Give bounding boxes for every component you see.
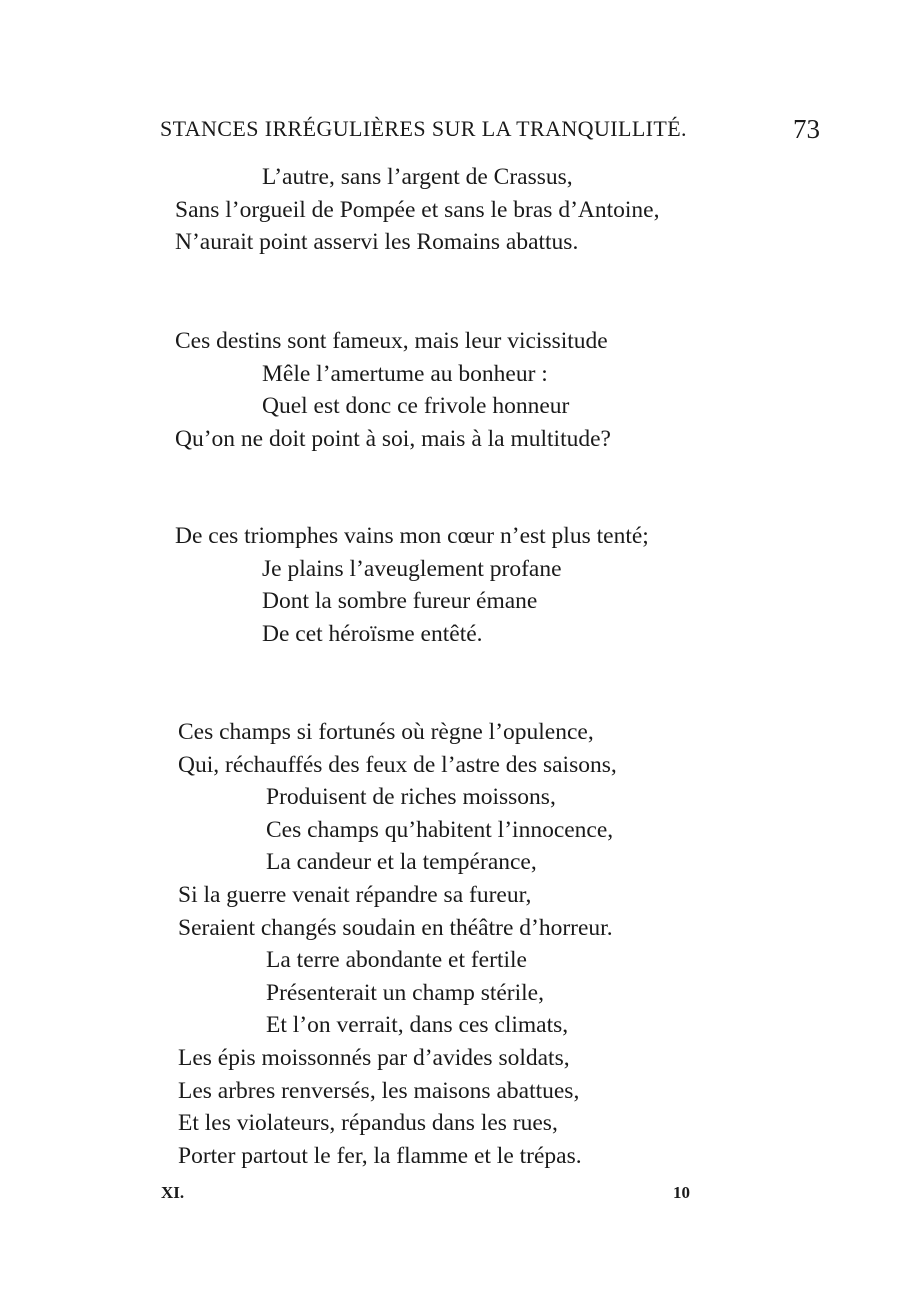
folio-number: 10: [673, 1183, 690, 1202]
running-title: STANCES IRRÉGULIÈRES SUR LA TRANQUILLITÉ.: [160, 116, 687, 141]
verse-line: Et l’on verrait, dans ces climats,: [266, 1012, 569, 1039]
verse-line: Les épis moissonnés par d’avides soldats,: [178, 1044, 570, 1071]
stanza-2: [0, 325, 900, 455]
running-head: [160, 116, 820, 150]
verse-line: De ces triomphes vains mon cœur n’est plus tenté;: [175, 523, 649, 549]
stanza-4: [0, 716, 900, 1172]
verse-line: N’aurait point asservi les Romains abattus.: [175, 229, 579, 256]
signature-mark: XI.: [161, 1183, 185, 1202]
verse-line: Quel est donc ce frivole honneur: [262, 393, 570, 420]
verse-line: Si la guerre venait répandre sa fureur,: [178, 881, 532, 908]
page-number: 73: [793, 114, 820, 144]
verse-line: Seraient changés soudain en théâtre d’horreur.: [178, 914, 613, 941]
verse-line: Qui, réchauffés des feux de l’astre des saisons,: [178, 751, 617, 778]
verse-line: Ces champs si fortunés où règne l’opulence,: [178, 719, 594, 745]
verse-line: Je plains l’aveuglement profane: [262, 555, 562, 582]
verse-line: Les arbres renversés, les maisons abattues,: [178, 1077, 580, 1104]
verse-line: L’autre, sans l’argent de Crassus,: [262, 164, 573, 190]
page-footer: [0, 1183, 900, 1207]
verse-line: Qu’on ne doit point à soi, mais à la multitude?: [175, 425, 611, 452]
verse-line: La terre abondante et fertile: [266, 947, 527, 974]
verse-line: Présenterait un champ stérile,: [266, 979, 544, 1006]
verse-line: Ces destins sont fameux, mais leur vicissitude: [175, 328, 608, 354]
stanza-3: [0, 520, 900, 650]
stanza-1: [0, 161, 900, 259]
verse-line: Et les violateurs, répandus dans les rues,: [178, 1110, 558, 1137]
verse-line: Mêle l’amertume au bonheur :: [262, 360, 548, 387]
verse-line: Porter partout le fer, la flamme et le trépas.: [178, 1142, 582, 1169]
verse-line: De cet héroïsme entêté.: [262, 620, 483, 647]
verse-line: Produisent de riches moissons,: [266, 784, 556, 811]
verse-line: Sans l’orgueil de Pompée et sans le bras d’Antoine,: [175, 196, 660, 223]
verse-line: Ces champs qu’habitent l’innocence,: [266, 816, 614, 843]
verse-line: Dont la sombre fureur émane: [262, 588, 538, 615]
verse-line: La candeur et la tempérance,: [266, 849, 537, 876]
